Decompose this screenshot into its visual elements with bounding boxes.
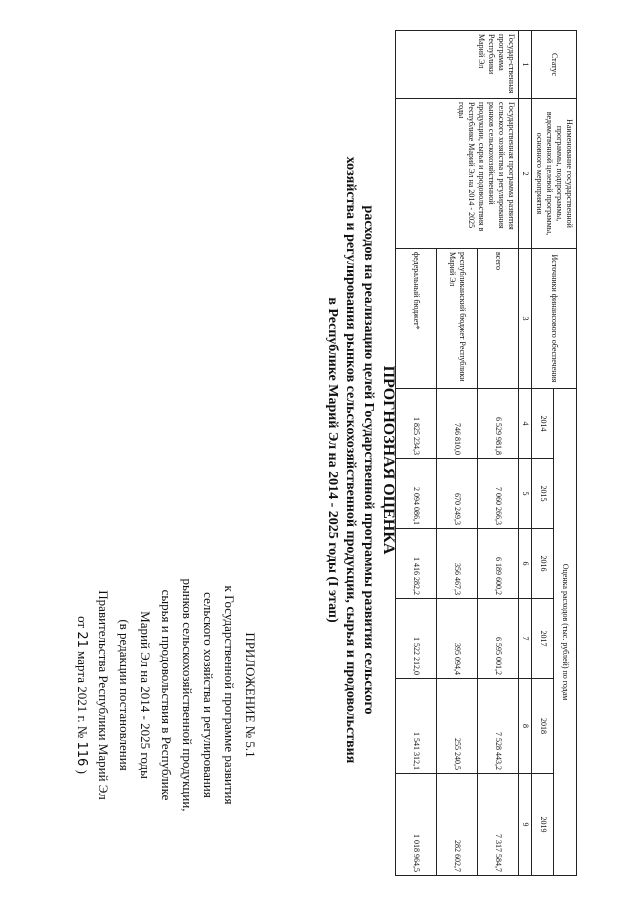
cell-value: 746 810,0	[437, 389, 478, 459]
appendix-line-2: к Государственной программе развития	[222, 585, 237, 805]
cell-source: федеральный бюджет*	[396, 249, 437, 389]
title-line-3: хозяйства и регулирования рынков сельскохозяйственной продукции, сырья и продовольствия	[343, 156, 358, 764]
column-index: 6	[519, 529, 532, 599]
column-index: 9	[519, 774, 532, 876]
appendix-header	[71, 525, 261, 865]
estimate-table	[395, 30, 577, 876]
cell-value: 6 529 981,8	[478, 389, 519, 459]
title-main: ПРОГНОЗНАЯ ОЦЕНКА	[380, 365, 397, 555]
cell-source: всего	[478, 249, 519, 389]
appendix-line-3: сельского хозяйства и регулирования	[201, 592, 216, 798]
cell-value: 255 240,5	[437, 679, 478, 774]
cell-value: 670 249,3	[437, 459, 478, 529]
column-index: 3	[519, 249, 532, 389]
header-year: 2017	[532, 599, 555, 679]
header-source: Источники финансового обеспечения	[532, 249, 577, 389]
column-index: 4	[519, 389, 532, 459]
appendix-line-1: ПРИЛОЖЕНИЕ № 5.1	[243, 632, 258, 758]
cell-status: Государ-ственная программа Республики Марий Эл	[396, 31, 519, 99]
cell-value: 6 189 600,2	[478, 529, 519, 599]
title-line-4: в Республике Марий Эл на 2014 - 2025 годы (I этап)	[325, 297, 340, 623]
cell-value: 1 541 312,1	[396, 679, 437, 774]
column-index: 7	[519, 599, 532, 679]
cell-value: 395 094,4	[437, 599, 478, 679]
cell-value: 1 018 964,5	[396, 774, 437, 876]
title-line-2: расходов на реализацию целей Государственной программы развития сельского	[361, 205, 376, 715]
cell-value: 6 595 001,2	[478, 599, 519, 679]
cell-value: 7 317 584,7	[478, 774, 519, 876]
header-estimate-group: Оценка расходов (тыс. рублей) по годам	[554, 389, 577, 876]
appendix-date-suffix: )	[75, 769, 90, 774]
appendix-line-5: сырья и продовольствия в Республике	[159, 589, 174, 801]
table-row	[478, 31, 519, 876]
cell-value: 7 528 443,2	[478, 679, 519, 774]
column-index: 8	[519, 679, 532, 774]
cell-value: 7 060 266,3	[478, 459, 519, 529]
appendix-date-prefix: от	[75, 616, 90, 629]
cell-value: 1 416 282,2	[396, 529, 437, 599]
column-index: 5	[519, 459, 532, 529]
appendix-line-9	[71, 525, 93, 865]
header-year: 2018	[532, 679, 555, 774]
cell-value: 282 602,7	[437, 774, 478, 876]
header-year: 2015	[532, 459, 555, 529]
cell-value: 356 467,3	[437, 529, 478, 599]
column-index: 2	[519, 99, 532, 249]
appendix-number: 116	[74, 741, 89, 767]
cell-value: 1 825 234,3	[396, 389, 437, 459]
cell-value: 2 094 086,1	[396, 459, 437, 529]
column-index: 1	[519, 31, 532, 99]
appendix-line-6: Марий Эл на 2014 - 2025 годы	[138, 611, 153, 779]
header-year: 2014	[532, 389, 555, 459]
header-year: 2016	[532, 529, 555, 599]
appendix-date-mid: марта 2021 г. №	[75, 651, 90, 739]
appendix-line-4: рынков сельскохозяйственной продукции,	[180, 578, 195, 812]
document-title	[323, 60, 399, 860]
cell-source: республиканский бюджет Республики Марий Эл	[437, 249, 478, 389]
appendix-line-8: Правительства Республики Марий Эл	[96, 590, 111, 800]
header-year: 2019	[532, 774, 555, 876]
cell-value: 1 522 212,0	[396, 599, 437, 679]
appendix-line-7: (в редакции постановления	[117, 619, 132, 771]
header-name: Наименование государственной программы, подпрограммы, ведомственной целевой программы, основного мероприятия	[532, 99, 577, 249]
header-status: Статус	[532, 31, 577, 99]
cell-program-name: Государственная программа развития сельского хозяйства и регулирования рынков сельскохозяйственной продукции, сырья и продовольствия в Республике Марий Эл на 2014 - 2025 годы	[396, 99, 519, 249]
appendix-day: 21	[74, 631, 89, 648]
